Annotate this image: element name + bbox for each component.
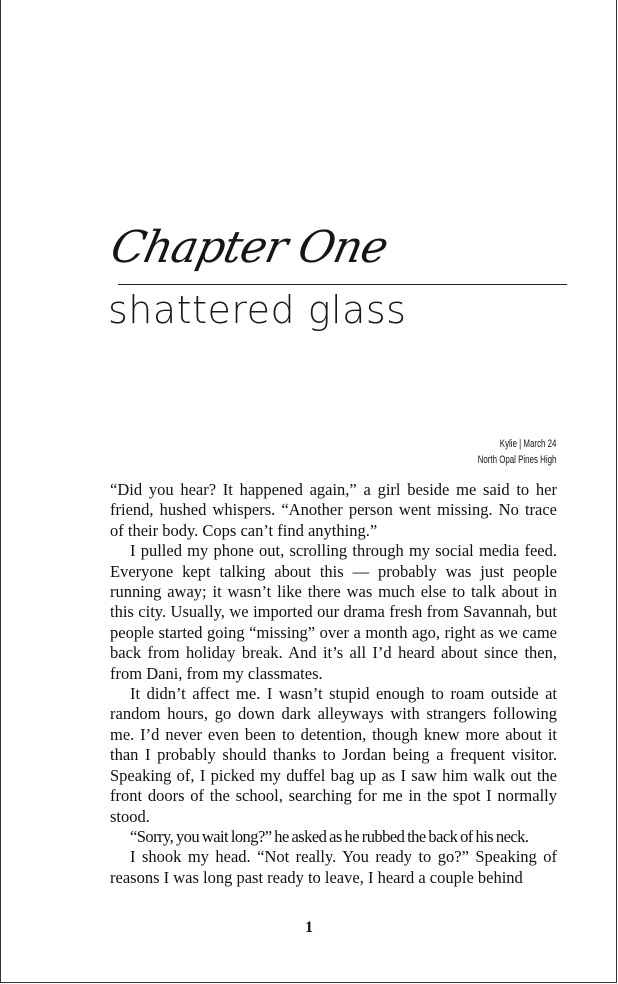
chapter-title: shattered glass — [108, 288, 407, 332]
chapter-rule — [118, 284, 567, 285]
paragraph: “Did you hear? It happened again,” a girl beside me said to her friend, hushed whispers. “Another person went missing. No trace of their body. Cops can’t find anything.” — [110, 480, 557, 540]
dateline-location: North Opal Pines High — [477, 454, 556, 466]
dateline-narrator-date: Kylie | March 24 — [499, 438, 556, 450]
chapter-heading: Chapter One — [106, 222, 393, 273]
dateline — [477, 436, 556, 468]
paragraph: It didn’t affect me. I wasn’t stupid enough to roam outside at random hours, go down dark alleyways with strangers following me. I’d never even been to detention, though knew more about it than I probably should thanks to Jordan being a frequent visitor. Speaking of, I picked my duffel bag up as I saw him walk out the front doors of the school, searching for me in the spot I normally stood. — [110, 684, 557, 826]
paragraph: “Sorry, you wait long?” he asked as he rubbed the back of his neck. — [130, 826, 529, 846]
page-number: 1 — [305, 919, 313, 936]
body-text — [110, 480, 557, 888]
paragraph: I pulled my phone out, scrolling through my social media feed. Everyone kept talking about this — probably was just people running away; it wasn’t like there was much else to talk about in this city. Usually, we imported our drama fresh from Savannah, but people started going “missing” over a month ago, right as we came back from holiday break. And it’s all I’d heard about since then, from Dani, from my classmates. — [110, 541, 557, 683]
paragraph: I shook my head. “Not really. You ready to go?” Speaking of reasons I was long past ready to leave, I heard a couple behind — [110, 847, 557, 887]
